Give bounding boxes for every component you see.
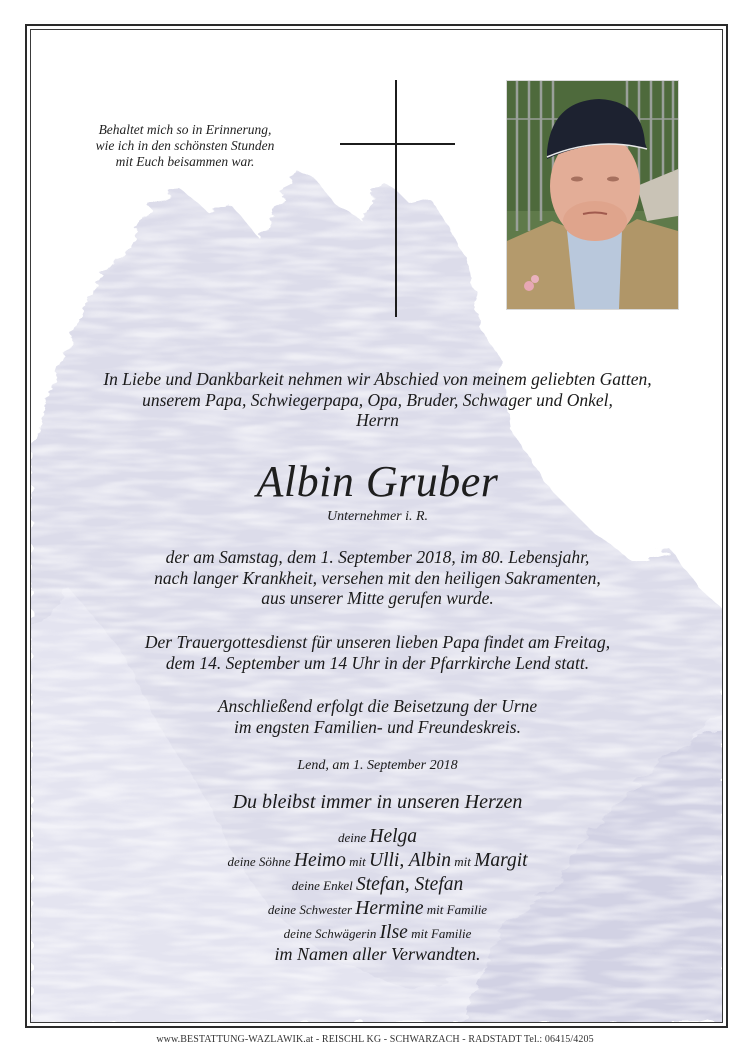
intro-line: Herrn [356, 410, 399, 430]
paragraph-line: der am Samstag, dem 1. September 2018, im 80. Lebensjahr, [165, 547, 590, 567]
connector-text: mit Familie [407, 926, 472, 941]
relation-label: deine [337, 830, 370, 845]
mourner-line [31, 873, 723, 897]
mourner-line [31, 849, 723, 873]
paragraph-line: Anschließend erfolgt die Beisetzung der Urne [217, 696, 538, 716]
connector-text: mit [450, 854, 475, 869]
notice-page [30, 29, 723, 1023]
relation-label: deine Schwägerin [283, 926, 380, 941]
cross-vertical-bar [395, 80, 397, 317]
relation-label: deine Enkel [291, 878, 356, 893]
connector-text: mit [345, 854, 369, 869]
burial-info [31, 696, 723, 737]
paragraph-line: Der Trauergottesdienst für unseren lieben Papa findet am Freitag, [144, 632, 611, 652]
paragraph-line: aus unserer Mitte gerufen wurde. [261, 588, 494, 608]
motto-line: wie ich in den schönsten Stunden [95, 138, 275, 153]
place-and-date: Lend, am 1. September 2018 [297, 758, 458, 773]
mourner-name: Stefan, Stefan [356, 874, 464, 895]
mourner-name: Heimo [293, 850, 346, 871]
intro-line: In Liebe und Dankbarkeit nehmen wir Abschied von meinem geliebten Gatten, [103, 369, 652, 389]
mourner-name: Helga [369, 826, 418, 847]
relation-label: deine Söhne [227, 854, 294, 869]
paragraph-line: im engsten Familien- und Freundeskreis. [234, 716, 521, 737]
cross-horizontal-bar [340, 143, 455, 145]
intro-text [31, 369, 723, 431]
portrait-photo [506, 80, 679, 310]
connector-text: mit Familie [423, 902, 488, 917]
paragraph-line: dem 14. September um 14 Uhr in der Pfarrkirche Lend statt. [165, 652, 590, 673]
mourner-line [31, 897, 723, 921]
mourner-name: Ilse [379, 922, 408, 943]
motto-line: mit Euch beisammen war. [115, 154, 255, 169]
mourner-name: Ulli, Albin [368, 850, 451, 871]
memorial-motto [65, 122, 305, 170]
relation-label: deine Schwester [267, 902, 356, 917]
mourner-name: Hermine [355, 898, 424, 919]
death-announcement [31, 547, 723, 609]
deceased-name: Albin Gruber [256, 457, 499, 506]
mourners-list [31, 825, 723, 945]
mourner-line [31, 825, 723, 849]
funeral-service-info [31, 632, 723, 673]
portrait-image [507, 81, 678, 309]
paragraph-line: nach langer Krankheit, versehen mit den heiligen Sakramenten, [154, 567, 601, 588]
mourner-name: Margit [474, 850, 528, 871]
motto-line: Behaltet mich so in Erinnerung, [98, 122, 272, 137]
funeral-home-footer: www.BESTATTUNG-WAZLAWIK.at - REISCHL KG - SCHWARZACH - RADSTADT Tel.: 06415/4205 [156, 1034, 594, 1045]
closing-line: im Namen aller Verwandten. [274, 944, 481, 964]
farewell-line: Du bleibst immer in unseren Herzen [232, 791, 523, 813]
deceased-profession: Unternehmer i. R. [326, 509, 429, 524]
intro-line: unserem Papa, Schwiegerpapa, Opa, Bruder, Schwager und Onkel, [142, 389, 613, 410]
mourner-line [31, 921, 723, 945]
